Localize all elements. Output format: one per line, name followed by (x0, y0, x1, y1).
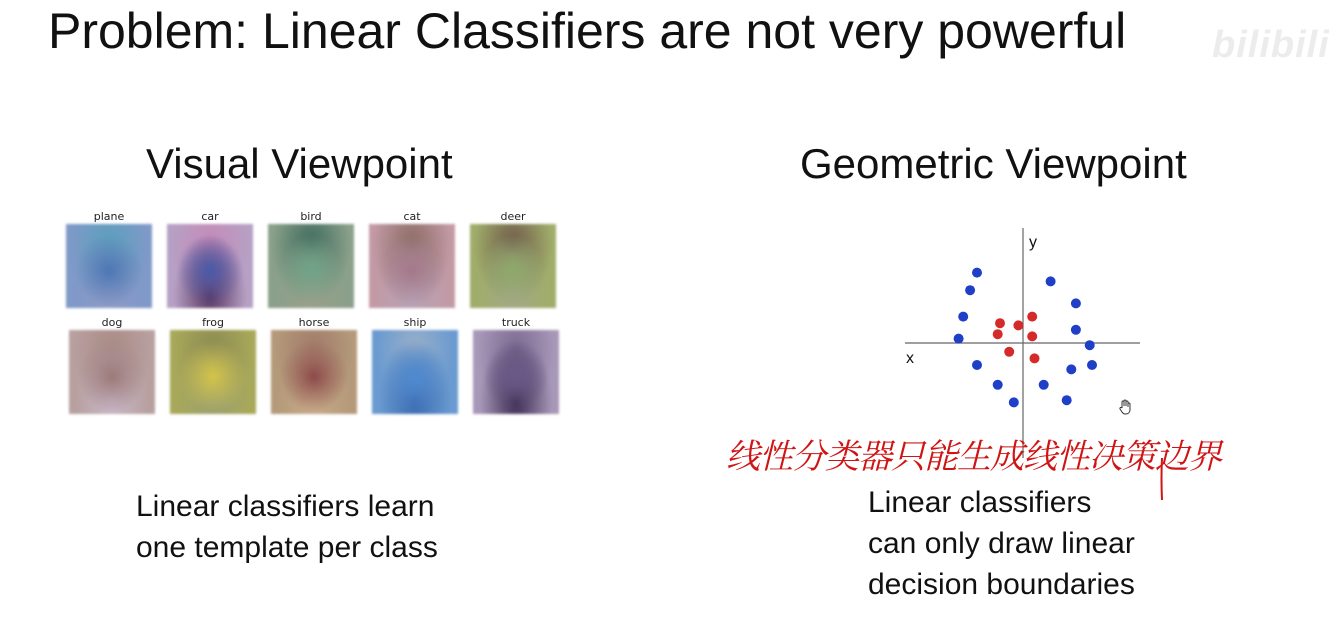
blue-point (993, 380, 1003, 390)
template-image (473, 330, 559, 414)
blue-point (1066, 364, 1076, 374)
template-label: dog (101, 316, 123, 329)
template-cell (168, 316, 258, 414)
scatter-points (954, 268, 1097, 408)
geometric-caption (868, 482, 1135, 605)
template-cell (64, 210, 154, 308)
red-point (1027, 312, 1037, 322)
red-point (1013, 320, 1023, 330)
red-point (1004, 347, 1014, 357)
visual-viewpoint-heading: Visual Viewpoint (146, 140, 453, 187)
template-label: truck (501, 316, 531, 329)
template-cell (67, 316, 157, 414)
blue-point (1046, 276, 1056, 286)
blue-point (972, 360, 982, 370)
geometric-caption-line2: can only draw linear (868, 527, 1135, 560)
red-point (993, 329, 1003, 339)
watermark-logo: bilibili (1212, 24, 1330, 66)
pen-cursor-icon (1160, 458, 1164, 500)
template-image (372, 330, 458, 414)
red-point (1030, 353, 1040, 363)
template-cell (269, 316, 359, 414)
template-cell (370, 316, 460, 414)
template-label: ship (403, 316, 427, 329)
blue-point (972, 268, 982, 278)
visual-caption-line1: Linear classifiers learn (136, 490, 435, 523)
template-image (271, 330, 357, 414)
geometric-caption-line3: decision boundaries (868, 568, 1135, 601)
template-image (170, 330, 256, 414)
red-point (1027, 331, 1037, 341)
template-cell (468, 210, 558, 308)
template-label: bird (300, 210, 322, 223)
blue-point (1062, 395, 1072, 405)
template-image (69, 330, 155, 414)
template-label: horse (298, 316, 330, 329)
template-label: plane (93, 210, 125, 223)
blue-point (965, 285, 975, 295)
template-label: cat (403, 210, 421, 223)
template-cell (471, 316, 561, 414)
template-cell (266, 210, 356, 308)
geometric-caption-line1: Linear classifiers (868, 486, 1092, 519)
template-image (369, 224, 455, 308)
template-grid (64, 210, 564, 420)
red-point (995, 318, 1005, 328)
blue-point (1039, 380, 1049, 390)
scatter-plot (900, 228, 1150, 458)
template-cell (367, 210, 457, 308)
blue-point (1087, 360, 1097, 370)
blue-point (1085, 340, 1095, 350)
template-label: deer (500, 210, 526, 223)
template-label: frog (202, 316, 224, 329)
handwritten-annotation: 线性分类器只能生成线性决策边界 (726, 437, 1221, 477)
slide-title: Problem: Linear Classifiers are not very powerful (48, 3, 1127, 59)
template-cell (165, 210, 255, 308)
template-image (66, 224, 152, 308)
x-axis-label: x (906, 350, 914, 367)
hand-cursor-icon (1117, 398, 1135, 416)
visual-caption-line2: one template per class (136, 531, 438, 564)
template-image (268, 224, 354, 308)
geometric-viewpoint-heading: Geometric Viewpoint (800, 140, 1187, 187)
blue-point (1071, 298, 1081, 308)
template-image (167, 224, 253, 308)
blue-point (958, 312, 968, 322)
template-image (470, 224, 556, 308)
y-axis-label: y (1029, 234, 1037, 251)
blue-point (1009, 397, 1019, 407)
template-label: car (201, 210, 219, 223)
visual-caption (136, 486, 438, 568)
blue-point (1071, 325, 1081, 335)
blue-point (954, 334, 964, 344)
